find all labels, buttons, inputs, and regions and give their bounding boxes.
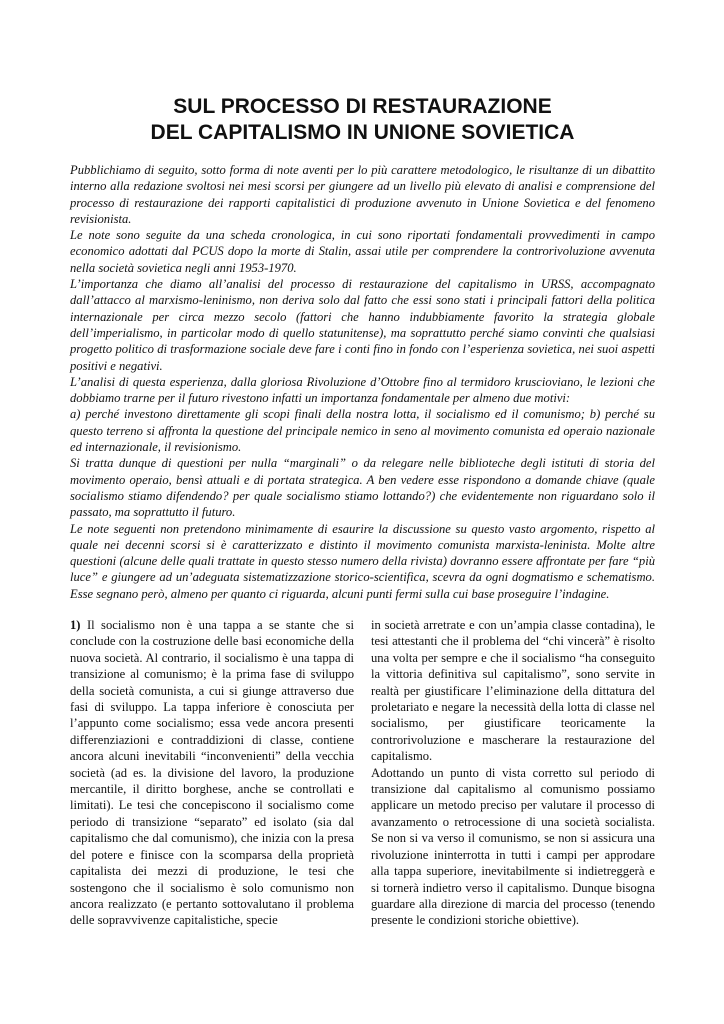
- article-title: [70, 94, 655, 146]
- intro-paragraph: Le note sono seguite da una scheda cronologica, in cui sono riportati fondamentali provvedimenti in campo economico adottati dal PCUS dopo la morte di Stalin, assai utile per comprendere la controrivoluzione avvenuta nella società sovietica negli anni 1953-1970.: [70, 228, 655, 275]
- note-number: 1): [70, 618, 81, 633]
- body-columns: [70, 617, 655, 929]
- intro-paragraph: Le note seguenti non pretendono minimamente di esaurire la discussione su questo vasto argomento, rispetto al quale nei decenni scorsi si è caratterizzato e distinto il movimento comunista marxista-leninista. Molte altre questioni (alcune delle quali trattate in questo stesso numero della rivista) dovranno essere affrontate per fare “più luce” e giungere ad un’adeguata sistematizzazione storico-scientifica, scevra da ogni dogmatismo e schematismo. Esse segnano però, almeno per quanto ci riguarda, alcuni punti fermi sulla cui base proseguire l’indagine.: [70, 521, 655, 601]
- document-page: [70, 94, 655, 929]
- right-column: [371, 617, 655, 929]
- intro-paragraph: Si tratta dunque di questioni per nulla “marginali” o da relegare nelle biblioteche degli istituti di storia del movimento operaio, bensì attuali e di portata strategica. A ben vedere esse rispondono a domande chiave (quale socialismo stiamo difendendo? per quale socialismo stiamo lottando?) che evidentemente non riguardano solo il passato, ma soprattutto il futuro.: [70, 456, 655, 520]
- title-line-2: DEL CAPITALISMO IN UNIONE SOVIETICA: [150, 121, 575, 144]
- left-column: [70, 617, 354, 929]
- intro-section: [70, 162, 655, 602]
- intro-paragraph: L’importanza che diamo all’analisi del processo di restaurazione del capitalismo in URSS, accompagnato dall’attacco al marxismo-leninismo, non deriva solo dal fatto che essi sono stati i principali fattori della politica internazionale per circa mezzo secolo (fattori che hanno indubbiamente favorito la strategia globale dell’imperialismo, in particolar modo di quello statunitense), ma soprattutto perché siamo convinti che qualsiasi progetto politico di trasformazione sociale deve fare i conti fino in fondo con l’esperienza sovietica, nei suoi aspetti positivi e negativi.: [70, 277, 655, 373]
- body-text: Il socialismo non è una tappa a se stante che si conclude con la costruzione delle basi economiche della nuova società. Al contrario, il socialismo è una tappa di transizione al comunismo; è la prima fase di sviluppo della società comunista, a cui si giunge attraverso due fasi di sviluppo. La tappa inferiore è conosciuta per l’appunto come socialismo; essa vede ancora presenti differenziazioni e contraddizioni di classe, contiene ancora alcuni inevitabili “inconvenienti” della vecchia società (ad es. la divisione del lavoro, la produzione mercantile, il diritto borghese, anche se controllati e limitati). Le tesi che concepiscono il socialismo come periodo di transizione “separato” ed isolato (sia dal capitalismo che dal comunismo), che inizia con la presa del potere e finisce con la scomparsa della proprietà capitalista dei mezzi di produzione, le tesi che sostengono che il socialismo è solo comunismo non ancora realizzato (e pertanto sottovalutano il problema delle sopravvivenze capitalistiche, specie: [70, 618, 354, 928]
- intro-paragraph: a) perché investono direttamente gli scopi finali della nostra lotta, il socialismo ed il comunismo; b) perché su questo terreno si affronta la questione del principale nemico in seno al movimento comunista ed operaio nazionale ed internazionale, il revisionismo.: [70, 407, 655, 455]
- title-line-1: SUL PROCESSO DI RESTAURAZIONE: [173, 95, 552, 118]
- body-paragraph: in società arretrate e con un’ampia classe contadina), le tesi attestanti che il problema del “chi vincerà” è risolto una volta per sempre e che il socialismo “ha conseguito la vittoria definitiva sul capitalismo”, sono servite in realtà per giustificare l’eliminazione della dittatura del proletariato e negare la necessità della lotta di classe nel socialismo, per giustificare teoricamente la controrivoluzione e mascherare la restaurazione del capitalismo.: [371, 618, 655, 764]
- intro-paragraph: L’analisi di questa esperienza, dalla gloriosa Rivoluzione d’Ottobre fino al termidoro kruscioviano, le lezioni che dobbiamo trarne per il futuro rivestono infatti un importanza fondamentale per almeno due motivi:: [70, 374, 655, 406]
- intro-paragraph: Pubblichiamo di seguito, sotto forma di note aventi per lo più carattere metodologico, le risultanze di un dibattito interno alla redazione svoltosi nei mesi scorsi per giungere ad un livello più elevato di analisi e comprensione del processo di restaurazione dei rapporti capitalistici di produzione avvenuto in Unione Sovietica e del fenomeno revisionista.: [70, 163, 655, 226]
- body-paragraph: Adottando un punto di vista corretto sul periodo di transizione dal capitalismo al comunismo possiamo applicare un metodo preciso per valutare il processo di avanzamento o retrocessione di una società socialista. Se non si va verso il comunismo, se non si assicura una rivoluzione ininterrotta in tutti i campi per approdare alla tappa superiore, inevitabilmente si indietreggerà e si tornerà indietro verso il capitalismo. Dunque bisogna guardare alla direzione di marcia del processo (tenendo presente le condizioni storiche obiettive).: [371, 765, 655, 928]
- body-paragraph: [70, 617, 354, 929]
